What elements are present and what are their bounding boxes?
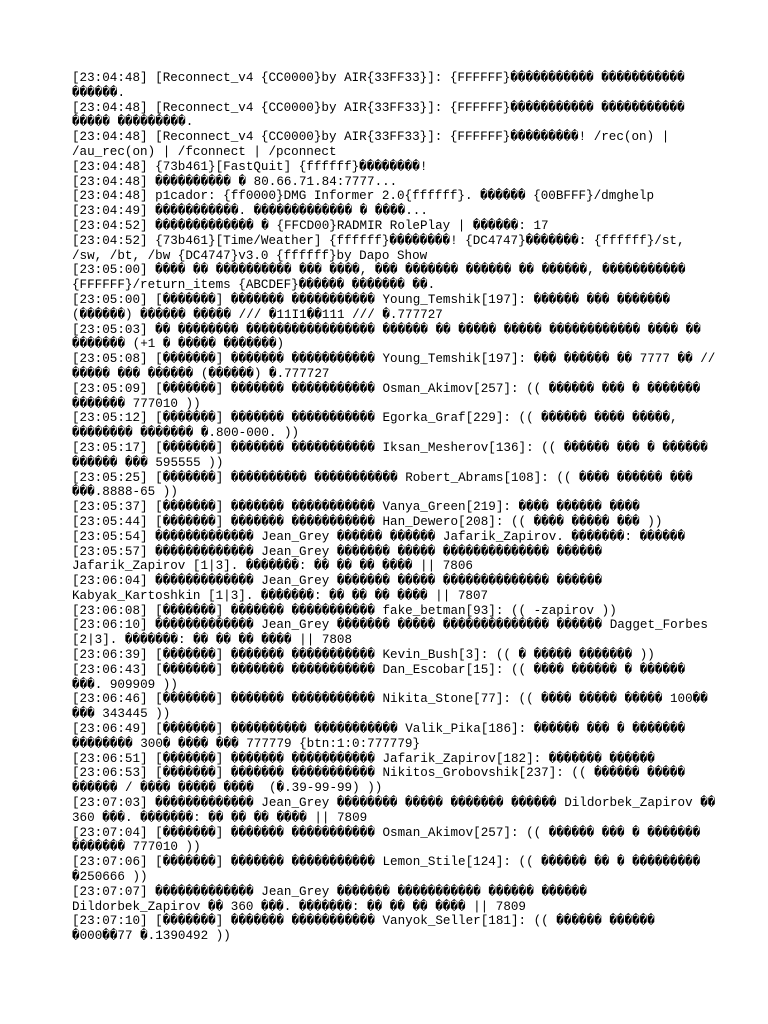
chat-log: [72, 71, 722, 944]
log-line: [23:06:51] [�������] ������� ����������� Jafarik_Zapirov[182]: ������� ������: [72, 751, 655, 766]
log-line: [23:05:12] [�������] ������� ����������� Egorka_Graf[229]: (( ������ ���� �����, �������� ������� �.800-000. )): [72, 411, 686, 441]
log-line: [23:05:08] [�������] ������� ����������� Young_Temshik[197]: ��� ������ �� 7777 �� //����� ��� ������ (������) �.777727: [72, 352, 716, 381]
log-line: [23:07:06] [�������] ������� ����������� Lemon_Stile[124]: (( ������ �� � ��������� �250666 )): [72, 855, 708, 885]
log-line: [23:05:44] [�������] ������� ����������� Han_Dewero[208]: (( ���� ����� ��� )): [72, 514, 663, 529]
log-line: [23:06:53] [�������] ������� ����������� Nikitos_Grobovshik[237]: (( ������ ����� ������ / ���� ����� ���� (�.39-99-99) )): [72, 766, 693, 796]
log-line: [23:05:37] [�������] ������� ����������� Vanya_Green[219]: ���� ������ ����: [72, 500, 640, 515]
log-line: [23:07:10] [�������] ������� ����������� Vanyok_Seller[181]: (( ������ ������ �000��77 �.1390492 )): [72, 914, 663, 944]
log-line: [23:07:04] [�������] ������� ����������� Osman_Akimov[257]: (( ������ ��� � ������� ������� 777010 )): [72, 825, 708, 855]
log-line: [23:05:00] [�������] ������� ����������� Young_Temshik[197]: ������ ��� ������� (������) ������ ����� /// �11I1��111 /// �.777727: [72, 292, 678, 322]
log-line: [23:07:07] ������������� Jean_Grey ������� ����������� ������ ������ Dildorbek_Zapirov �� 360 ���. �������: �� �� �� ���� || 7809: [72, 884, 595, 914]
log-line: [23:06:49] [�������] ���������� ����������� Valik_Pika[186]: ������ ��� � ������� �������� 300� ���� ��� 777779 {btn:1:0:777779}: [72, 722, 693, 751]
log-line: [23:04:48] [Reconnect_v4 {CC0000}by AIR{33FF33}]: {FFFFFF}���������! /rec(on) | /au_rec(on) | /fconnect | /pconnect: [72, 130, 677, 159]
log-line: [23:04:48] [Reconnect_v4 {CC0000}by AIR{33FF33}]: {FFFFFF}����������� ����������� ������.: [72, 71, 693, 100]
log-line: [23:04:48] [Reconnect_v4 {CC0000}by AIR{33FF33}]: {FFFFFF}����������� ����������� ����� ���������.: [72, 100, 693, 130]
log-line: [23:06:46] [�������] ������� ����������� Nikita_Stone[77]: (( ���� ����� ����� 100�� ��� 343445 )): [72, 692, 716, 722]
log-line: [23:06:39] [�������] ������� ����������� Kevin_Bush[3]: (( � ����� ������� )): [72, 648, 655, 663]
log-line: [23:04:48] {73b461}[FastQuit] {ffffff}��������!: [72, 159, 428, 174]
log-line: [23:04:48] p1cador: {ff0000}DMG Informer 2.0{ffffff}. ������ {00BFFF}/dmghelp: [72, 189, 655, 204]
log-line: [23:05:09] [�������] ������� ����������� Osman_Akimov[257]: (( ������ ��� � ������� ������� 777010 )): [72, 381, 708, 411]
log-line: [23:06:04] ������������� Jean_Grey ������� ����� �������������� ������ Kabyak_Kartoshkin [1|3]. �������: �� �� �� ���� || 7807: [72, 574, 610, 603]
log-line: [23:05:00] ���� �� ���������� ��� ����, ��� ������� ������ �� ������, ����������� {FFFFFF}/return_items {ABCDEF}������ ������� ��.: [72, 263, 694, 293]
log-line: [23:06:43] [�������] ������� ����������� Dan_Escobar[15]: (( ���� ������ � ������ ���. 909909 )): [72, 662, 693, 692]
log-line: [23:06:08] [�������] ������� ����������� fake_betman[93]: (( -zapirov )): [72, 603, 617, 618]
log-line: [23:04:49] �����������. ������������� � ����...: [72, 204, 428, 219]
log-line: [23:04:48] ���������� � 80.66.71.84:7777...: [72, 174, 398, 189]
log-line: [23:04:52] ������������� � {FFCD00}RADMIR RolePlay | ������: 17: [72, 218, 549, 233]
log-line: [23:07:03] ������������� Jean_Grey �������� ����� ������� ������ Dildorbek_Zapirov �� 360 ���. �������: �� �� �� ���� || 7809: [72, 796, 723, 825]
log-line: [23:05:54] ������������� Jean_Grey ������ ������ Jafarik_Zapirov. �������: ������: [72, 529, 686, 544]
log-line: [23:05:25] [�������] ���������� ����������� Robert_Abrams[108]: (( ���� ������ ��� ���.8888-65 )): [72, 470, 701, 500]
log-line: [23:04:52] {73b461}[Time/Weather] {ffffff}��������! {DC4747}�������: {ffffff}/st, /sw, /bt, /bw {DC4747}v3.0 {ffffff}by Dapo Show: [72, 233, 693, 263]
log-line: [23:05:03] �� �������� ����������������� ������ �� ����� ����� ������������ ���� �� ������� (+1 � ����� �������): [72, 322, 709, 352]
log-line: [23:06:10] ������������� Jean_Grey ������� ����� �������������� ������ Dagget_Forbes [2|3]. �������: �� �� �� ���� || 7808: [72, 618, 716, 648]
log-line: [23:05:57] ������������� Jean_Grey ������� ����� �������������� ������ Jafarik_Zapirov [1|3]. �������: �� �� �� ���� || 7806: [72, 544, 610, 574]
log-line: [23:05:17] [�������] ������� ����������� Iksan_Mesherov[136]: (( ������ ��� � ������ ������ ��� 595555 )): [72, 440, 716, 470]
